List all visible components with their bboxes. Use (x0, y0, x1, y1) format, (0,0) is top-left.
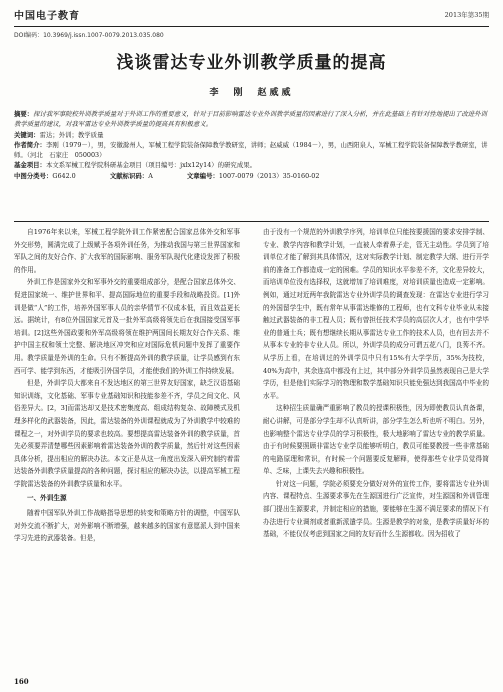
abstract-text: 探讨我军事院校外训教学质量对于外训工作的重要意义，针对于目前影响雷达专业外训教学质量的因素进行了深入分析，并在此基础上有针对性地提出了改进外训教学质量的建议，对我军雷达专业外训教学质量的提高具有积极意义。 (14, 110, 487, 129)
left-column (14, 226, 240, 545)
body-paragraph: 但是，外训学员大都来自不发达地区的第三世界友好国家，缺乏汉语基础知识训练，文化基础、军事专业基础知识和技能参差不齐，学员之间文化、风俗差异大。[2，3]而雷达却又是技术密集度高、组成结构复杂、故障模式及机理多样化的武器装备，因此，雷达装备的外训课程就成为了外训教学中较难的课程之一，对外训学员的要求也较高。要想提高雷达装备外训的教学质量，首先必须要弄清楚哪些因素影响着雷达装备外训的教学质量，然后针对这些因素具体分析，提出相应的解决办法。本文正是从这一角度出发深入研究制约着雷达装备外训教学质量提高的各种问题，探讨相应的解决办法，以提高军械工程学院雷达装备的外训教学质量和水平。 (14, 379, 240, 488)
right-column (263, 226, 489, 541)
funding-text: 本文系军械工程学院科研基金项目（项目编号：jxlx12y14）的研究成果。 (45, 161, 256, 170)
issue-label: 2013年第35期 (444, 11, 489, 19)
journal-logo: 中国电子教育 (14, 11, 80, 22)
keywords-text: 雷达；外训；教学质量 (39, 130, 104, 139)
doc-code-label: 文献标识码： (109, 171, 149, 180)
author-bio-label: 作者简介： (14, 140, 46, 149)
author-bio-text: 李刚（1979－），男，安徽滁州人，军械工程学院装备保障教学教研室，讲师；赵威威（1984－），男，山西阳泉人，军械工程学院装备保障教学教研室，讲师。（河北 石家庄 050003） (14, 140, 488, 160)
body-rule (14, 221, 489, 222)
funding-label: 基金项目： (14, 161, 46, 170)
clc-value: G642.0 (52, 171, 76, 180)
body-paragraph: 这种招生质量确严重影响了教员的授课积极性，因为即使教员认真备课，耐心讲解，可是部分学生却不认真听讲，部分学生怎么听也听不明白。另外，也影响整个雷达专业学员的学习积极性，极大地影响了雷达专业的教学质量。由于有时候要照顾非雷达专业学员能够听明白，教员可能要教授一些非常基础的电路原理和常识，有时候一个问题要反复解释，使得那些专业学员觉得简单、乏味，上课失去兴趣和积极性。 (263, 404, 489, 476)
header-rule (14, 26, 489, 27)
body-paragraph: 自1976年来以来，军械工程学院外训工作紧密配合国家总体外交和军事外交形势，圆满完成了上级赋予各项外训任务，为推动我国与第三世界国家和军队之间的友好合作、扩大我军的国际影响、服务军队现代化建设发挥了积极的作用。 (14, 228, 240, 274)
paper-title: 浅谈雷达专业外训教学质量的提高 (116, 53, 387, 73)
author-bio (14, 140, 489, 161)
doi-line: DOI编码：10.3969/j.issn.1007-0079.2013.035.080 (14, 32, 164, 39)
article-number-label: 文章编号： (186, 171, 219, 180)
body-paragraph: 随着中国军队外训工作战略指导思想的转变和策略方针的调整，中国军队对外交流不断扩大，对外影响不断增强，越来越多的国家有意愿派人到中国来学习先进的武器装备。但是， (14, 509, 240, 543)
author-names: 李 刚 赵威威 (209, 88, 294, 98)
section-heading: 一、外训生源 (27, 494, 67, 503)
doc-code-value: A (148, 171, 153, 180)
article-metadata (14, 109, 489, 181)
page-header (14, 6, 489, 24)
body-paragraph: 由于没有一个规范的外训教学序列，培训单位只能按要援国的要求安排学制、专业、教学内容和教学计划，一直被人牵着鼻子走，管无主动性。学员到了培训单位才能了解到其具体情况，这对实际教学计划、制定教学大纲、进行开学前的准备工作都造成一定的困难。学员的知识水平参差不齐，文化差异较大，而培训单位没有选择权，这就增加了培训难度，对培训质量也造成一定影响。例如，通过对近两年我院雷达专业外训学员的调查发现：在雷达专业进行学习的外国留学生中，既有常年从事雷达维修的工程师，也有文科专业毕业从未接触过武器装备的非工程人员；既有曾担任技术学员的高层次人才，也有中学毕业的普通士兵；既有想继续长期从事雷达专业工作的技术人员，也有回去并不从事本专业的非专业人员。所以，外训学员的成分可谓五花八门，良莠不齐。从学历上看，在培训过的外训学员中只有15%有大学学历，35%为技校，40%为高中，其余连高中都没有上过，其中部分外训学员虽然表现自己是大学学历，但是他们实际学习的物理和数学基础知识只能免强达到我国高中毕业的水平。 (263, 228, 489, 400)
article-number-value: 1007-0079（2013）35-0160-02 (218, 171, 320, 180)
abstract-label: 摘要： (14, 110, 34, 118)
funding (14, 160, 489, 170)
page-number: 160 (14, 677, 29, 686)
body-paragraph: 外训工作是国家外交和军事外交的重要组成部分，是配合国家总体外交、促进国家统一、维护世界和平、提高国际地位的重要手段和战略投资。[1]外训是做“人”的工作，培养外国军事人员的亲华情节不仅成本低，而且效益更长远。据统计，有8位外国国家元首及一批外军高级将领先后在我国接受国军事培训。[2]这些外国政要和外军高级将领在维护两国间长期友好合作关系、维护中国主权和领土完整、解决地区冲突和应对国际危机问题中发挥了重要作用。教学质量是外训的生命。只有不断提高外训的教学质量，让学员感到有东西可学、能学到东西，才能吸引外国学员，才能使我们的外训工作持续发展。 (14, 278, 240, 375)
body-paragraph: 针对这一问题，学院必须要充分做好对外的宣传工作，要将雷达专业外训内容、课程特点、生源要求事先在生源国进行广泛宣传，对生源国和外训管理部门提出生源要求，并制定相应的措施，要能够在生源不满足要求的情况下有办法进行专业调剂或者重新派遣学员。生源是教学的对象，是教学质量好坏的基础，不能仅仅考虑到国家之间的友好而什么生源都收。因为招收了 (263, 479, 489, 539)
keywords-label: 关键词： (14, 130, 40, 139)
keywords (14, 130, 489, 140)
clc-label: 中图分类号： (14, 171, 53, 180)
classification-line (14, 171, 489, 181)
abstract (14, 109, 489, 130)
